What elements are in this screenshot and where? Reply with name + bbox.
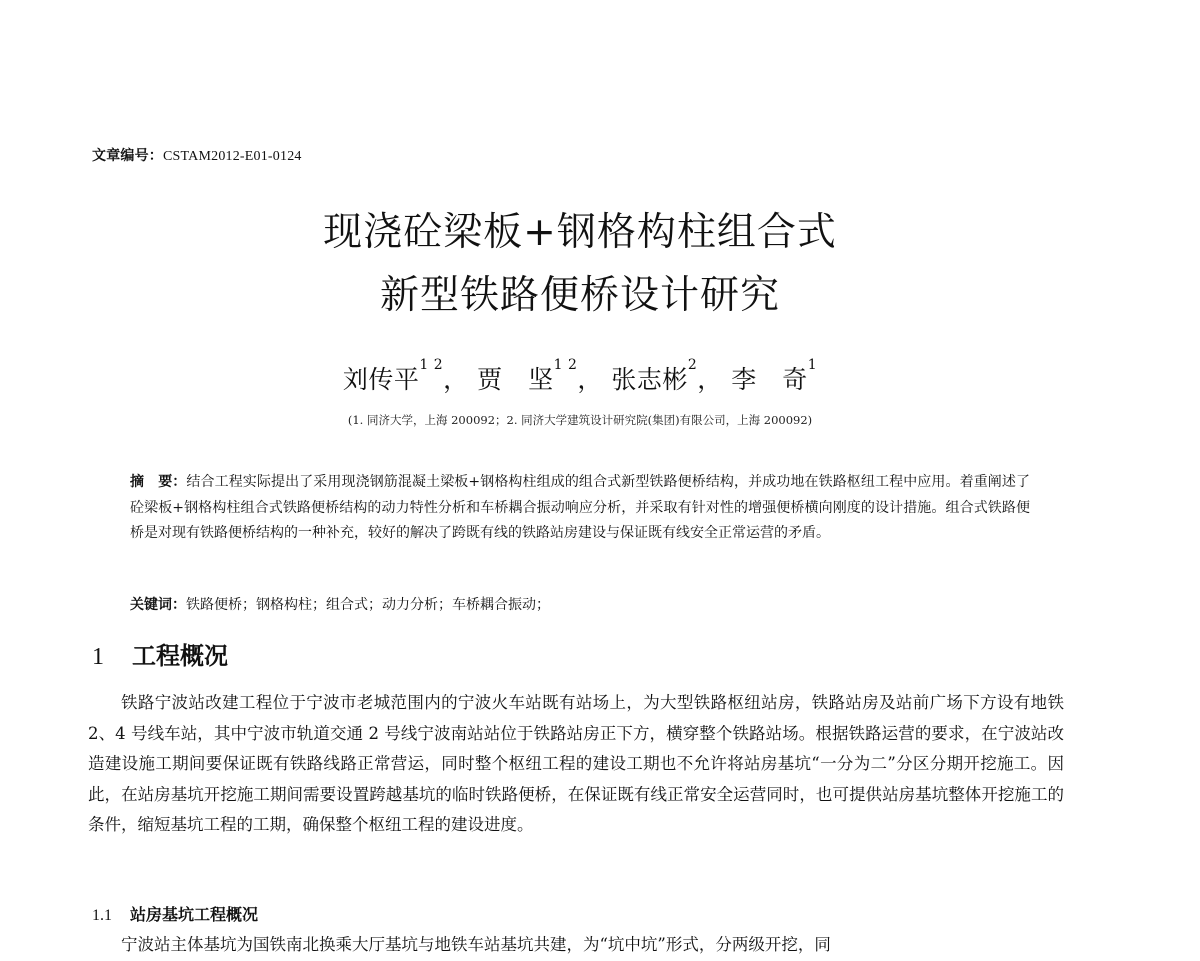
body-paragraph: 宁波站主体基坑为国铁南北换乘大厅基坑与地铁车站基坑共建，为“坑中坑”形式，分两级开挖，同 [121,935,831,954]
abstract-label: 摘 要： [130,474,187,490]
author-affiliation-mark: 1 2 [419,357,444,373]
section-number: 1 [92,644,104,670]
keywords-label: 关键词： [130,597,186,613]
article-id-value: CSTAM2012-E01-0124 [163,149,302,164]
author-separator: ， [443,365,469,394]
paper-title-line-2: 新型铁路便桥设计研究 [379,273,780,318]
affiliation: (1. 同济大学，上海 200092；2. 同济大学建筑设计研究院(集团)有限公司，上海 200092) [347,413,813,427]
author-separator: ， [577,365,603,394]
subsection-number: 1.1 [92,907,112,924]
author-name: 贾 坚 [477,365,554,394]
keywords-text: 铁路便桥；钢格构柱；组合式；动力分析；车桥耦合振动； [186,597,550,613]
author-list [0,357,1160,396]
paper-title-line-1: 现浇砼梁板+钢格构柱组合式 [323,210,837,255]
author-affiliation-mark: 1 [807,357,818,373]
body-paragraph: 铁路宁波站改建工程位于宁波市老城范围内的宁波火车站既有站场上，为大型铁路枢纽站房，铁路站房及站前广场下方设有地铁 2、4 号线车站，其中宁波市轨道交通 2 号线宁波南站站位于铁路站房正下方，横穿整个铁路站场。根据铁路运营的要求，在宁波站改造建设施工期间要保证既有铁路线路正常营运，同时整个枢纽工程的建设工期也不允许将站房基坑“一分为二”分区分期开挖施工。因此，在站房基坑开挖施工期间需要设置跨越基坑的临时铁路便桥，在保证既有线正常安全运营同时，也可提供站房基坑整体开挖施工的条件，缩短基坑工程的工期，确保整个枢纽工程的建设进度。 [88,693,1064,835]
author-name: 李 奇 [731,365,808,394]
subsection-heading [92,902,258,925]
article-id [92,145,302,165]
abstract [130,470,1030,547]
author-affiliation-mark: 1 2 [553,357,578,373]
author-separator: ， [697,365,723,394]
author-affiliation-mark: 2 [687,357,698,373]
subsection-title: 站房基坑工程概况 [130,905,259,924]
author-name: 刘传平 [342,365,420,394]
section-heading [92,636,228,671]
keywords [130,594,550,614]
author-name: 张志彬 [611,365,688,394]
article-id-label: 文章编号： [92,148,163,164]
section-title: 工程概况 [132,642,228,670]
abstract-text: 结合工程实际提出了采用现浇钢筋混凝土梁板+钢格构柱组成的组合式新型铁路便桥结构，并成功地在铁路枢纽工程中应用。着重阐述了砼梁板+钢格构柱组合式铁路便桥结构的动力特性分析和车桥耦合振动响应分析，并采取有针对性的增强便桥横向刚度的设计措施。组合式铁路便桥是对现有铁路便桥结构的一种补充，较好的解决了跨既有线的铁路站房建设与保证既有线安全正常运营的矛盾。 [130,474,1031,541]
